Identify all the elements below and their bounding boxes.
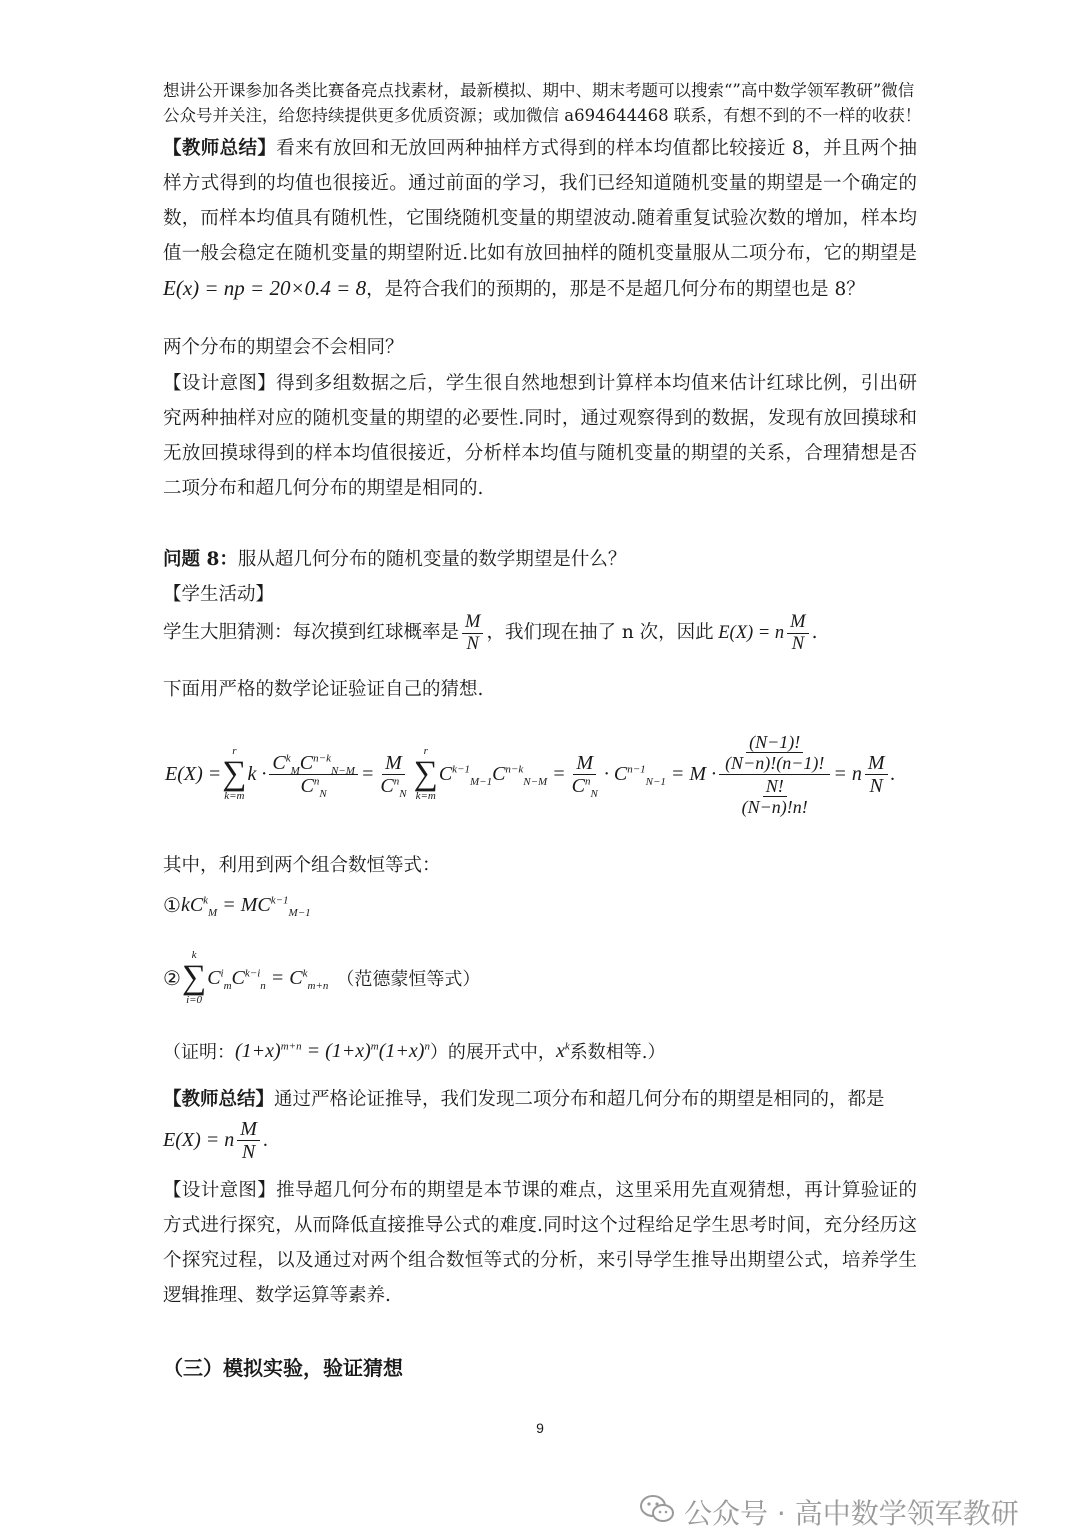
teacher-summary-2-text: 通过严格论证推导，我们发现二项分布和超几何分布的期望是相同的，都是 <box>274 1089 885 1110</box>
guess-formula: E(X) = n <box>713 623 785 643</box>
verify-line: 下面用严格的数学论证验证自己的猜想. <box>163 679 484 700</box>
identities-intro: 其中，利用到两个组合数恒等式： <box>163 855 441 876</box>
design-intent-2-text: 推导超几何分布的期望是本节课的难点，这里采用先直观猜想，再计算验证的方式进行探究，从而降低直接推导公式的难度.同时这个过程给足学生思考时间，充分经历这个探究过程，以及通过对两个组合数恒等式的分析，来引导学生推导出期望公式，培养学生逻辑推理、数学运算等素养. <box>163 1180 917 1306</box>
vandermonde-note: （范德蒙恒等式） <box>336 969 481 990</box>
proof-line: （证明： $(1+x)^{m+n} = (1+x)^m(1+x)^n$ ）的展开式中， $x^k$ 系数相等.） <box>163 1039 666 1063</box>
question-same-expectation: 两个分布的期望会不会相同？ <box>163 337 404 358</box>
question-8-text: 服从超几何分布的随机变量的数学期望是什么？ <box>237 549 627 570</box>
expectation-derivation: E(X) = r ∑ k=m k · $\frac{C^k_MC^{n-k}_{N-M}}{C^n_N}$ = $\frac{M}{C^n_N}$ r ∑ k=m $C^{k-1}_{M-1}C^{n-k}_{N-M}$ = $\frac{M}{C^n_N}$ · $C^{n-1}_{N-1} = M$ · $\frac{\frac{(N-1)!}{(N-n)!(n-1)!}}{\frac{N!}{(N-n)!n!}}$ = n $\frac{M}{N}$ . <box>165 731 896 817</box>
identity-2: ② k ∑ i=0 $C^i_mC^{k-i}_n = C^k_{m+n}$ （范德蒙恒等式） <box>163 949 481 1006</box>
page-number: 9 <box>536 1420 544 1436</box>
probability-fraction: $\frac{M}{N}$ <box>462 612 483 654</box>
guess-tail: . <box>811 622 818 643</box>
section-heading: （三）模拟实验，验证猜想 <box>163 1356 403 1380</box>
student-activity-heading: 【学生活动】 <box>163 584 275 605</box>
teacher-summary-2 <box>163 1082 917 1117</box>
guess-text-a: 学生大胆猜测：每次摸到红球概率是 <box>163 622 460 643</box>
question-8 <box>163 542 917 577</box>
proof-a: （证明： <box>163 1042 235 1063</box>
proof-b: ）的展开式中， <box>429 1042 556 1063</box>
teacher-summary-text-tail: ，是符合我们的预期的，那是不是超几何分布的期望也是 8？ <box>366 279 865 300</box>
wechat-icon <box>640 1494 674 1531</box>
teacher-summary-2-label: 【教师总结】 <box>163 1089 275 1110</box>
identity-1-mark: ① <box>163 893 181 917</box>
binomial-expectation-formula: E(x) = np = 20×0.4 = 8 <box>163 276 367 300</box>
teacher-summary-1 <box>163 131 917 307</box>
design-intent-text: 得到多组数据之后，学生很自然地想到计算样本均值来估计红球比例，引出研究两种抽样对应的随机变量的期望的必要性.同时，通过观察得到的数据，发现有放回摸球和无放回摸球得到的样本均值很接近，分析样本均值与随机变量的期望的关系，合理猜想是否二项分布和超几何分布的期望是相同的. <box>163 373 917 499</box>
summary-formula: E(X) = n $\frac{M}{N}$ . <box>163 1118 268 1163</box>
student-guess: 学生大胆猜测：每次摸到红球概率是 $\frac{M}{N}$ ，我们现在抽了 n 次，因此 E(X) = n $\frac{M}{N}$ . <box>163 612 818 654</box>
design-intent-label: 【设计意图】 <box>163 373 277 394</box>
identity-2-mark: ② <box>163 966 181 990</box>
teacher-summary-label: 【教师总结】 <box>163 138 277 159</box>
question-8-label: 问题 8： <box>163 549 238 570</box>
guess-text-b: ，我们现在抽了 n 次，因此 <box>486 622 714 643</box>
watermark <box>640 1492 1019 1532</box>
design-intent-2 <box>163 1173 917 1313</box>
design-intent-1 <box>163 366 917 506</box>
watermark-text: 公众号 · 高中数学领军教研 <box>684 1497 1019 1530</box>
identity-1: ① $kC^k_M = MC^{k-1}_{M-1}$ <box>163 893 311 919</box>
teacher-summary-text: 看来有放回和无放回两种抽样方式得到的样本均值都比较接近 8，并且两个抽样方式得到的均值也很接近。通过前面的学习，我们已经知道随机变量的期望是一个确定的数，而样本均值具有随机性，它围绕随机变量的期望波动.随着重复试验次数的增加，样本均值一般会稳定在随机变量的期望附近.比如有放回抽样的随机变量服从二项分布，它的期望是 <box>163 138 917 264</box>
proof-c: 系数相等.） <box>569 1042 666 1063</box>
promo-notice: 想讲公开课参加各类比赛备亮点找素材，最新模拟、期中、期末考题可以搜索“”高中数学领军教研”微信公众号并关注，给您持续提供更多优质资源；或加微信 a694644468 联系，有想不到的不一样的收获！ <box>163 81 922 125</box>
design-intent-2-label: 【设计意图】 <box>163 1180 277 1201</box>
